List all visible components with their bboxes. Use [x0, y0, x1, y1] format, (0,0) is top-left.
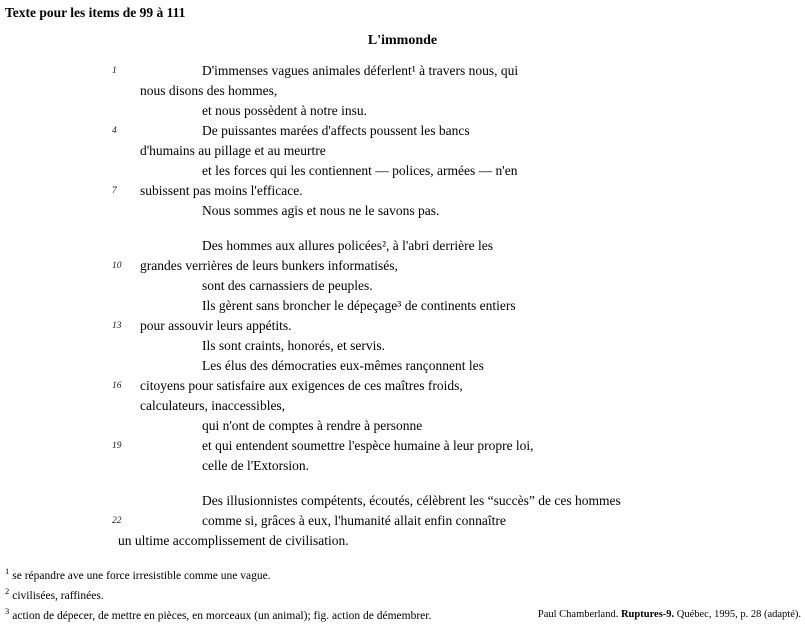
footnotes: [5, 564, 431, 623]
poem-line: [112, 256, 621, 276]
poem-line-text: et les forces qui les contiennent — polices, armées — n'en: [202, 163, 518, 178]
poem-line: [140, 161, 621, 181]
citation: [538, 609, 801, 620]
footnote-text: se répandre ave une force irresistible comme une vague.: [12, 569, 271, 582]
footnote: [5, 604, 431, 624]
footnote-marker: 3: [5, 605, 10, 616]
poem-line: [140, 141, 621, 161]
poem-line: [140, 396, 621, 416]
line-number: 4: [112, 126, 117, 136]
poem-line: [112, 121, 621, 141]
poem-body: [112, 61, 621, 566]
poem-line: [140, 236, 621, 256]
poem-line-text: grandes verrières de leurs bunkers informatisés,: [140, 258, 398, 273]
poem-line-text: et nous possèdent à notre insu.: [202, 103, 367, 118]
poem-line-text: qui n'ont de comptes à rendre à personne: [202, 418, 423, 433]
line-number: 16: [112, 381, 122, 391]
document-header: Texte pour les items de 99 à 111: [5, 5, 186, 20]
poem-line-text: Ils gèrent sans broncher le dépeçage³ de continents entiers: [202, 298, 516, 313]
poem-line-text: citoyens pour satisfaire aux exigences de ces maîtres froids,: [140, 378, 463, 393]
poem-line: [140, 336, 621, 356]
poem-line: [112, 436, 621, 456]
footnote-text: civilisées, raffinées.: [12, 589, 104, 602]
footnote-marker: 2: [5, 585, 10, 596]
line-number: 7: [112, 186, 117, 196]
poem-line-text: comme si, grâces à eux, l'humanité allait enfin connaître: [202, 513, 506, 528]
footnote-text: action de dépecer, de mettre en pièces, en morceaux (un animal); fig. action de démembrer.: [12, 609, 432, 622]
citation-author: Paul Chamberland.: [537, 609, 621, 620]
poem-line: [140, 416, 621, 436]
footnote-marker: 1: [5, 566, 10, 576]
poem-line: [140, 491, 621, 511]
poem-line-text: Des hommes aux allures policées², à l'abri derrière les: [202, 238, 493, 253]
stanza: [112, 491, 621, 551]
poem-line-text: d'humains au pillage et au meurtre: [140, 143, 326, 158]
line-number: 22: [112, 516, 122, 526]
line-number: 19: [112, 441, 122, 451]
poem-line-text: Les élus des démocraties eux-mêmes rançonnent les: [202, 358, 484, 373]
poem-line: [118, 531, 621, 551]
poem-line: [140, 296, 621, 316]
line-number: 13: [112, 321, 122, 331]
poem-line: [140, 456, 621, 476]
footnote: [5, 564, 431, 584]
poem-line: [140, 81, 621, 101]
line-number: 10: [112, 261, 122, 271]
poem-line-text: Ils sont craints, honorés, et servis.: [202, 338, 385, 353]
citation-rest: Québec, 1995, p. 28 (adapté).: [674, 609, 801, 620]
poem-line-text: De puissantes marées d'affects poussent les bancs: [202, 123, 470, 138]
footnote: [5, 584, 431, 604]
line-number: 1: [112, 66, 117, 76]
poem-line: [112, 376, 621, 396]
poem-line-text: nous disons des hommes,: [140, 83, 278, 98]
poem-line-text: celle de l'Extorsion.: [202, 458, 310, 473]
stanza: [112, 236, 621, 476]
poem-line-text: sont des carnassiers de peuples.: [202, 278, 373, 293]
poem-title: L'immonde: [367, 33, 438, 48]
poem-line: [140, 276, 621, 296]
poem-line-text: et qui entendent soumettre l'espèce humaine à leur propre loi,: [202, 438, 534, 453]
poem-line: [112, 61, 621, 81]
poem-line-text: calculateurs, inaccessibles,: [140, 398, 286, 413]
poem-line: [112, 511, 621, 531]
poem-line-text: D'immenses vagues animales déferlent¹ à travers nous, qui: [202, 63, 519, 78]
poem-line-text: Nous sommes agis et nous ne le savons pas.: [202, 203, 440, 218]
poem-line: [140, 201, 621, 221]
poem-line-text: pour assouvir leurs appétits.: [140, 318, 292, 333]
stanza: [112, 61, 621, 221]
poem-line: [140, 356, 621, 376]
poem-line: [112, 181, 621, 201]
poem-line-text: subissent pas moins l'efficace.: [140, 183, 303, 198]
poem-line: [112, 316, 621, 336]
poem-line-text: Des illusionnistes compétents, écoutés, célèbrent les “succès” de ces hommes: [202, 493, 621, 508]
poem-line-text: un ultime accomplissement de civilisation.: [118, 533, 349, 548]
citation-work-title: Ruptures-9.: [620, 609, 675, 620]
poem-line: [140, 101, 621, 121]
